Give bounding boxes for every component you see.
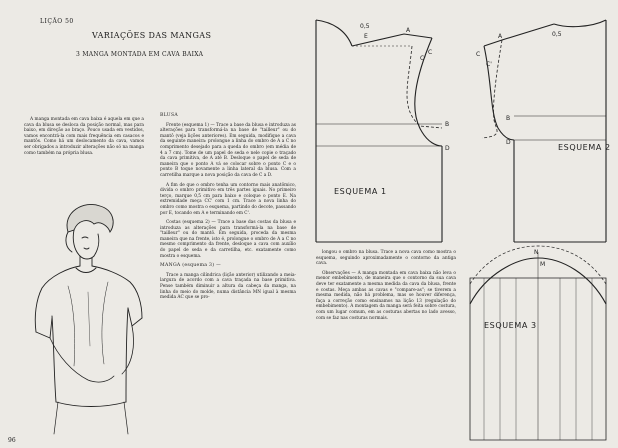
esquema-2-label: ESQUEMA 2: [558, 143, 611, 152]
woman-blouse-illustration: [28, 196, 154, 436]
esquema-1-diagram: [312, 16, 454, 244]
point-M-label: M: [540, 261, 546, 268]
point-E-label: E: [364, 33, 368, 40]
point-C-prime-label-2: C': [486, 61, 492, 68]
point-B-label: B: [445, 121, 450, 128]
manga-paragraph: Trace a manga cilíndrica (lição anterior) utilizando a meia-largura de acordo com a cava traçada na base primitiva. Pense também diminuir a altura da cabeça da manga, na linha do meio do molde, numa distância MN igual à mesma medida AC que se pro-: [160, 272, 296, 301]
point-C-label-2: C: [476, 51, 481, 58]
point-C-label: C: [428, 49, 433, 56]
esquema-2-diagram: [470, 16, 612, 244]
point-B-label-2: B: [506, 115, 511, 122]
page-title: VARIAÇÕES DAS MANGAS: [92, 31, 212, 40]
point-A-label-2: A: [498, 33, 503, 40]
blusa-heading: BLUSA: [160, 113, 179, 118]
intro-column: [24, 117, 144, 160]
frente-paragraph: Frente (esquema 1) — Trace a base da blusa e introduza as alterações para transformá-la na base de "tailleur" ou do mantô (veja lições anteriores). Em seguida, modifique a cava da seguinte maneira: prolongue a linha do ombro de A a C no comprimento desejado para a queda do ombro (em média de 4 a 7 cm). Tome de um papel de seda e nele copie o traçado da cava primitiva, de A até B. Desloque o papel de seda de maneira que o ponto A vá se colocar sobre o ponto C e o ponto B toque novamente a linha lateral da blusa. Com a carretilha marque a nova posição da cava de C a D.: [160, 122, 296, 178]
esquema-1-label: ESQUEMA 1: [334, 187, 387, 196]
observations-paragraph: Observações — A manga montada em cava baixa não leva o menor embebimento, de maneira que o contorno da sua cava deve ter exatamente a mesma medida da cava da blusa, frente e costas. Meça ambas as cavas e "compare-as"; se tiverem a mesma medida, não há problema, mas se houver diferença, faça a correção como ensinamos na lição 13 (regulação do embebimento). A montagem da manga será feita sobre costura, com um lugar comum, em as costuras abertas no lado avesso, com se faz nas costuras normais.: [316, 270, 456, 321]
instructions-column: [160, 113, 296, 305]
measure-0-5-label: 0,5: [360, 23, 370, 30]
observations-column: [316, 250, 456, 325]
section-subtitle: 3 MANGA MONTADA EM CAVA BAIXA: [76, 51, 204, 58]
point-N-label: N: [534, 249, 539, 256]
intro-paragraph: A manga montada em cava baixa é aquela em que a cava da blusa se desloca da posição normal, mas para baixo, em direção ao braço. Pouco usada em vestidos, vamos encontrá-la com mais frequência em casacos e mantôs. Como há um deslocamento da cava, vamos ser obrigados a introduzir alterações não só na manga como também na própria blusa.: [24, 117, 144, 156]
esquema-3-label: ESQUEMA 3: [484, 321, 537, 330]
point-D-label-2: D: [506, 139, 511, 146]
ombro-paragraph: A fim de que o ombro tenha um contorno mais anatômico, divida o ombro primitivo em três partes iguais. No primeiro terço, marque 0,5 cm para baixo e coloque o ponto E. Na extremidade meça CC' com 1 cm. Trace a nova linha do ombro como mostra o esquema, partindo do decote, passando por E, tocando em A e terminando em C'.: [160, 182, 296, 216]
page-number: 96: [8, 437, 16, 444]
measure-0-5-label-2: 0,5: [552, 31, 562, 38]
point-A-label: A: [406, 27, 411, 34]
continuation-paragraph: longou o ombro na blusa. Trace a nova cava como mostra o esquema, seguindo aproximadamente o contorno da antiga cava.: [316, 250, 456, 267]
manga-heading: MANGA (esquema 3) —: [160, 263, 221, 269]
costas-paragraph: Costas (esquema 2) — Trace a base das costas da blusa e introduza as alterações para transformá-la na base de "tailleur" ou do mantô. Em seguida, proceda da mesma maneira que na frente, isto é, prolongue o ombro de A a C no mesmo comprimento da frente, desloque a cava com auxílio do papel de seda e da carretilha, etc. exatamente como mostra o esquema.: [160, 220, 296, 259]
lesson-number: LIÇÃO 50: [40, 18, 74, 25]
point-D-label: D: [445, 145, 450, 152]
point-C-prime-label: C': [420, 55, 426, 62]
esquema-3-diagram: [466, 244, 612, 444]
